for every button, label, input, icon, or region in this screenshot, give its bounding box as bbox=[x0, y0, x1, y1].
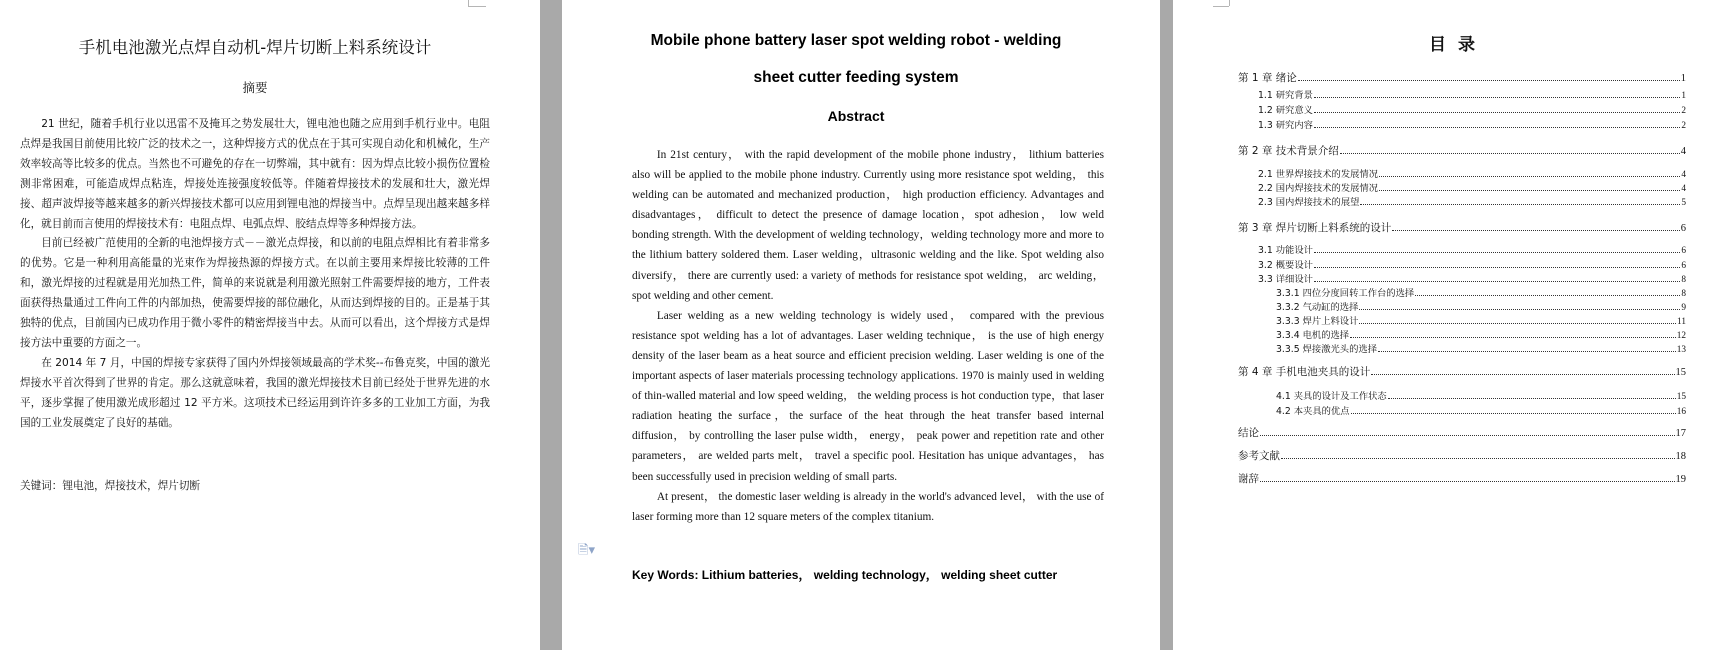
toc-entry[interactable] bbox=[1258, 194, 1686, 208]
toc-leader-dots bbox=[1350, 336, 1676, 338]
toc-entry-page: 13 bbox=[1676, 345, 1686, 355]
toc-leader-dots bbox=[1314, 96, 1680, 98]
toc-entry[interactable] bbox=[1258, 257, 1686, 271]
toc-entry-label: 3.3.5 焊接激光头的选择 bbox=[1276, 344, 1377, 355]
toc-entry-page: 12 bbox=[1676, 331, 1686, 341]
toc-entry-page: 4 bbox=[1681, 184, 1686, 194]
title-line: sheet cutter feeding system bbox=[753, 69, 959, 86]
toc-leader-dots bbox=[1359, 308, 1680, 310]
toc-entry[interactable] bbox=[1276, 313, 1686, 327]
document-title-en bbox=[614, 22, 1098, 96]
abstract-heading-en: Abstract bbox=[827, 108, 885, 124]
toc-entry-label: 3.3.2 气动缸的选择 bbox=[1276, 302, 1359, 313]
page-chinese-abstract bbox=[0, 0, 540, 650]
toc-entry-label: 结论 bbox=[1238, 427, 1259, 439]
paste-options-icon[interactable]: 🗎▾ bbox=[578, 543, 595, 558]
paragraph: 目前已经被广范使用的全新的电池焊接方式－－激光点焊接，和以前的电阻点焊相比有着非常多的优势。它是一种利用高能量的光束作为焊接热源的焊接方式。在以前主要用来焊接比较薄的工件和，激光焊接的过程就是用光加热工件，简单的来说就是利用激光照射工件需要焊接的地方，工件表面获得热量通过工件向工件的内部加热，使需要焊接的部位融化，从而达到焊接的目的。正是基于其独特的优点，目前国内已成功作用于微小零件的精密焊接当中去。从而可以看出，这个焊接方式是焊接方法中重要的方面之一。 bbox=[20, 237, 490, 349]
keywords-en: Key Words: Lithium batteries， welding technology， welding sheet cutter bbox=[632, 568, 1058, 582]
abstract-heading-cn: 摘要 bbox=[242, 80, 268, 95]
toc-entry-label: 2.2 国内焊接技术的发展情况 bbox=[1258, 183, 1379, 194]
toc-leader-dots bbox=[1392, 229, 1680, 231]
paragraph: Laser welding as a new welding technology is widely used， compared with the previous resistance spot welding has a lot of advantages. Laser welding technique， is the use of high energy density of the laser beam as a heat source and efficient precision welding. Laser welding is one of the important aspects of laser materials processing technology applications. 1970 is mainly used in welding of thin-walled material and low speed welding， the welding process is hot conduction type，that laser radiation heating the surface，the surface of the heat through the heat transfer based internal diffusion， by controlling the laser pulse width， energy， peak power and repetition rate and other parameters， are welded parts melt， travel a specific pool. Hesitation has unique advantages， has been successfully used in precision welding of small parts. bbox=[632, 309, 1104, 483]
toc-entry-page: 6 bbox=[1681, 261, 1686, 271]
title-line: Mobile phone battery laser spot welding robot - welding bbox=[650, 32, 1062, 49]
toc-entry[interactable] bbox=[1238, 425, 1686, 440]
toc-entry[interactable] bbox=[1238, 471, 1686, 486]
toc-entry-label: 1.3 研究内容 bbox=[1258, 120, 1313, 131]
toc-entry-page: 17 bbox=[1675, 428, 1686, 439]
toc-leader-dots bbox=[1340, 152, 1680, 154]
toc-entry-label: 第 3 章 焊片切断上料系统的设计 bbox=[1238, 222, 1392, 234]
page-english-abstract bbox=[562, 0, 1160, 650]
toc-entry-label: 4.2 本夹具的优点 bbox=[1276, 406, 1350, 417]
toc-entry-label: 3.2 概要设计 bbox=[1258, 260, 1313, 271]
toc-entry-page: 9 bbox=[1681, 303, 1686, 313]
toc-leader-dots bbox=[1351, 412, 1676, 414]
toc-entry-page: 4 bbox=[1681, 170, 1686, 180]
toc-entry-label: 第 2 章 技术背景介绍 bbox=[1238, 145, 1339, 157]
toc-entry-label: 1.2 研究意义 bbox=[1258, 105, 1313, 116]
keywords-cn: 关键词：锂电池，焊接技术，焊片切断 bbox=[20, 480, 201, 492]
toc-entry-label: 2.1 世界焊接技术的发展情况 bbox=[1258, 169, 1379, 180]
toc-title: 目 录 bbox=[1429, 35, 1478, 55]
toc-entry-page: 4 bbox=[1680, 146, 1686, 157]
paragraph: 在 2014 年 7 月，中国的焊接专家获得了国内外焊接领域最高的学术奖--布鲁克奖，中国的激光焊接水平首次得到了世界的肯定。那么这就意味着，我国的激光焊接技术目前已经处于世界先进的水平，逐步掌握了使用激光成形超过 12 平方米。这项技术已经运用到许许多多的工业加工方面，为我国的工业发展奠定了良好的基础。 bbox=[20, 356, 490, 429]
toc-entry-label: 4.1 夹具的设计及工作状态 bbox=[1276, 391, 1387, 402]
paragraph: 21 世纪，随着手机行业以迅雷不及掩耳之势发展壮大，锂电池也随之应用到手机行业中。电阻点焊是我国目前使用比较广泛的技术之一，这种焊接方式的优点在于其可实现自动化和机械化，生产效率较高等比较多的优点。当然也不可避免的存在一切弊端，其中就有：因为焊点比较小损伤位置检测非常困难，可能造成焊点粘连，焊接处连接强度较低等。伴随着焊接技术的发展和壮大，激光焊接、超声波焊接等越来越多的新兴焊接技术都可以应用到锂电池的焊接当中。点焊呈现出越来越多样化，就目前而言使用的焊接技术有：电阻点焊、电弧点焊、胶结点焊等多种焊接方法。 bbox=[20, 118, 490, 230]
toc-entry-page: 5 bbox=[1681, 198, 1686, 208]
abstract-body-en bbox=[632, 145, 1104, 527]
toc-leader-dots bbox=[1378, 350, 1676, 352]
toc-entry-page: 8 bbox=[1681, 289, 1686, 299]
toc-entry[interactable] bbox=[1276, 299, 1686, 313]
toc-entry-page: 1 bbox=[1681, 91, 1686, 101]
toc-entry-label: 第 1 章 绪论 bbox=[1238, 72, 1297, 84]
toc-leader-dots bbox=[1379, 189, 1680, 191]
toc-entry-page: 18 bbox=[1675, 451, 1686, 462]
toc-entry-label: 3.3.3 焊片上料设计 bbox=[1276, 316, 1359, 327]
toc-entry-label: 参考文献 bbox=[1238, 450, 1280, 462]
abstract-body-cn bbox=[20, 115, 490, 434]
toc-entry[interactable] bbox=[1238, 364, 1686, 379]
toc-entry-page: 2 bbox=[1681, 121, 1686, 131]
toc-entry[interactable] bbox=[1258, 166, 1686, 180]
toc-entry[interactable] bbox=[1258, 117, 1686, 131]
toc-entry[interactable] bbox=[1276, 341, 1686, 355]
toc-entry[interactable] bbox=[1258, 180, 1686, 194]
crop-mark bbox=[1229, 0, 1230, 6]
toc-entry[interactable] bbox=[1238, 70, 1686, 85]
toc-entry-label: 3.3.1 四位分度回转工作台的选择 bbox=[1276, 288, 1415, 299]
toc-leader-dots bbox=[1314, 111, 1680, 113]
toc-entry[interactable] bbox=[1276, 403, 1686, 417]
toc-entry-label: 谢辞 bbox=[1238, 473, 1259, 485]
document-title-cn: 手机电池激光点焊自动机-焊片切断上料系统设计 bbox=[78, 38, 432, 57]
toc-leader-dots bbox=[1314, 126, 1680, 128]
toc-entry[interactable] bbox=[1276, 388, 1686, 402]
crop-mark bbox=[1213, 6, 1229, 7]
toc-entry-page: 8 bbox=[1681, 275, 1686, 285]
page-table-of-contents bbox=[1173, 0, 1734, 650]
toc-entry-label: 3.1 功能设计 bbox=[1258, 245, 1313, 256]
paragraph: In 21st century， with the rapid development of the mobile phone industry， lithium batteries also will be applied to the mobile phone industry. Currently using more resistance spot welding， this welding can be automated and mechanized production， high production efficiency. Advantages and disadvantages， difficult to detect the presence of damage location，spot adhesion， low weld bonding strength. With the development of welding technology，welding technology more and more to the lithium battery soldered them. Laser welding，ultrasonic welding and the like. Spot welding also diversify， there are currently used: a variety of methods for resistance spot welding， arc welding， spot welding and other cement. bbox=[632, 149, 1104, 302]
toc-leader-dots bbox=[1314, 280, 1680, 282]
toc-leader-dots bbox=[1360, 203, 1680, 205]
crop-mark bbox=[468, 6, 486, 7]
toc-entry-page: 16 bbox=[1676, 407, 1686, 417]
toc-entry-page: 11 bbox=[1677, 317, 1686, 327]
toc-leader-dots bbox=[1314, 266, 1680, 268]
toc-entry-page: 15 bbox=[1676, 392, 1686, 402]
paragraph: At present， the domestic laser welding is already in the world's advanced level， with the use of laser forming more than 12 square meters of the complex titanium. bbox=[632, 490, 1104, 523]
toc-entry[interactable] bbox=[1276, 285, 1686, 299]
toc-entry-label: 3.3 详细设计 bbox=[1258, 274, 1313, 285]
toc-entry-page: 2 bbox=[1681, 106, 1686, 116]
toc-entry-label: 2.3 国内焊接技术的展望 bbox=[1258, 197, 1360, 208]
toc-leader-dots bbox=[1359, 322, 1676, 324]
toc-entry[interactable] bbox=[1258, 102, 1686, 116]
toc-entry-label: 第 4 章 手机电池夹具的设计 bbox=[1238, 366, 1371, 378]
toc-entry[interactable] bbox=[1258, 271, 1686, 285]
toc-leader-dots bbox=[1415, 294, 1680, 296]
toc-entry-page: 1 bbox=[1680, 73, 1686, 84]
toc-entry[interactable] bbox=[1258, 242, 1686, 256]
toc-entry[interactable] bbox=[1258, 87, 1686, 101]
toc-leader-dots bbox=[1371, 373, 1674, 375]
toc-entry-label: 1.1 研究背景 bbox=[1258, 90, 1313, 101]
toc-entry[interactable] bbox=[1238, 448, 1686, 463]
toc-leader-dots bbox=[1379, 175, 1680, 177]
toc-leader-dots bbox=[1298, 79, 1680, 81]
toc-leader-dots bbox=[1281, 457, 1675, 459]
toc-leader-dots bbox=[1260, 434, 1675, 436]
toc-leader-dots bbox=[1314, 251, 1680, 253]
toc-entry[interactable] bbox=[1276, 327, 1686, 341]
toc-entry-page: 6 bbox=[1681, 246, 1686, 256]
toc-leader-dots bbox=[1388, 397, 1676, 399]
toc-entry[interactable] bbox=[1238, 143, 1686, 158]
toc-entry[interactable] bbox=[1238, 220, 1686, 235]
toc-entry-label: 3.3.4 电机的选择 bbox=[1276, 330, 1350, 341]
toc-leader-dots bbox=[1260, 480, 1675, 482]
toc-entry-page: 15 bbox=[1675, 367, 1686, 378]
toc-entry-page: 6 bbox=[1680, 223, 1686, 234]
toc-entry-page: 19 bbox=[1675, 474, 1686, 485]
